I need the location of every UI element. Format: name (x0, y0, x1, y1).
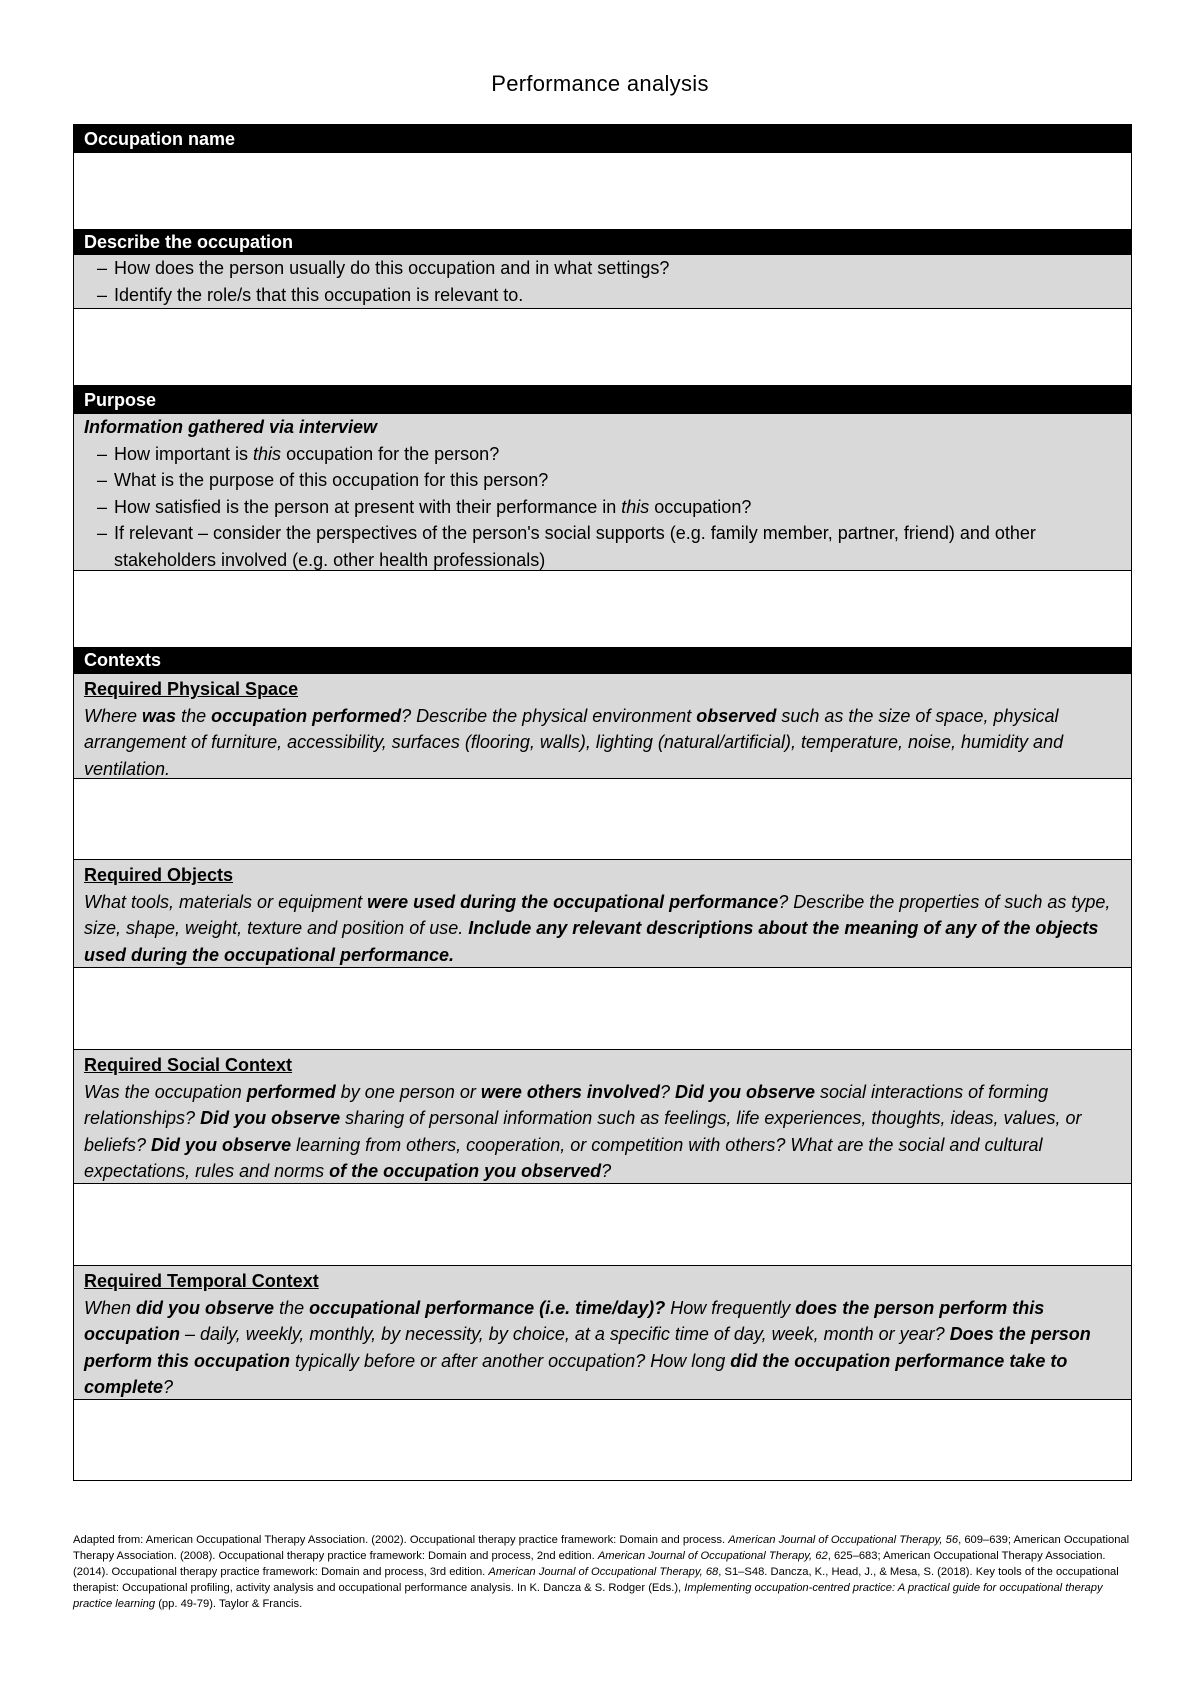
purpose-prompt-satisfaction: – How satisfied is the person at present with their performance in this occupation? (84, 494, 1121, 521)
performance-analysis-form (73, 124, 1132, 1481)
objects-guidance (74, 860, 1131, 968)
occupation-name-answer-field[interactable] (74, 153, 1131, 230)
temporal-context-guidance (74, 1266, 1131, 1400)
temporal-context-text: When did you observe the occupational performance (i.e. time/day)? How frequently does the person perform this occupation – daily, weekly, monthly, by necessity, by choice, at a specific time of day, week, month or year? Does the person perform this occupation typically before or after another occupation? How long did the occupation performance take to complete? (84, 1297, 1091, 1397)
physical-space-text: Where was the occupation performed? Describe the physical environment observed such as the size of space, physical arrangement of furniture, accessibility, surfaces (flooring, walls), lighting (natural/artificial), temperature, noise, humidity and ventilation. (84, 705, 1064, 779)
objects-text: What tools, materials or equipment were used during the occupational performance? Describe the properties of such as type, size, shape, weight, texture and position of use. Include any relevant descriptions about the meaning of any of the objects used during the occupational performance. (84, 891, 1111, 965)
temporal-context-heading: Required Temporal Context (84, 1271, 319, 1291)
purpose-prompt-importance: – How important is this occupation for the person? (84, 441, 1121, 468)
purpose-prompt-perspectives: – If relevant – consider the perspectives of the person's social supports (e.g. family member, partner, friend) and other stakeholders involved (e.g. other health professionals) (84, 520, 1121, 573)
social-context-text: Was the occupation performed by one person or were others involved? Did you observe social interactions of forming relationships? Did you observe sharing of personal information such as feelings, life experiences, thoughts, ideas, values, or beliefs? Did you observe learning from others, cooperation, or competition with others? What are the social and cultural expectations, rules and norms of the occupation you observed? (84, 1081, 1082, 1181)
social-context-guidance (74, 1050, 1131, 1184)
describe-prompt-roles: – Identify the role/s that this occupation is relevant to. (84, 282, 1121, 309)
purpose-prompt-purpose: – What is the purpose of this occupation for this person? (84, 467, 1121, 494)
physical-space-guidance (74, 673, 1131, 779)
section-header-contexts: Contexts (74, 648, 1131, 673)
page-title: Performance analysis (491, 71, 709, 96)
describe-occupation-answer-field[interactable] (74, 309, 1131, 386)
temporal-context-answer-field[interactable] (74, 1400, 1131, 1480)
social-context-answer-field[interactable] (74, 1184, 1131, 1266)
references-footnote: Adapted from: American Occupational Therapy Association. (2002). Occupational therapy practice framework: Domain and process. American Journal of Occupational Therapy, 56, 609–639; American Occupational Therapy Association. (2008). Occupational therapy practice framework: Domain and process, 2nd edition. American Journal of Occupational Therapy, 62, 625–683; American Occupational Therapy Association. (2014). Occupational therapy practice framework: Domain and process, 3rd edition. American Journal of Occupational Therapy, 68, S1–S48. Dancza, K., Head, J., & Mesa, S. (2018). Key tools of the occupational therapist: Occupational profiling, activity analysis and occupational performance analysis. In K. Dancza & S. Rodger (Eds.), Implementing occupation-centred practice: A practical guide for occupational therapy practice learning (pp. 49-79). Taylor & Francis. (73, 1534, 1130, 1610)
purpose-lead: Information gathered via interview (84, 417, 378, 437)
describe-occupation-guidance (74, 255, 1131, 309)
section-header-describe-occupation: Describe the occupation (74, 230, 1131, 255)
describe-prompt-settings: – How does the person usually do this occupation and in what settings? (84, 255, 1121, 282)
physical-space-heading: Required Physical Space (84, 679, 299, 699)
objects-answer-field[interactable] (74, 968, 1131, 1050)
section-header-purpose: Purpose (74, 386, 1131, 414)
purpose-answer-field[interactable] (74, 571, 1131, 648)
section-header-occupation-name: Occupation name (74, 125, 1131, 153)
physical-space-answer-field[interactable] (74, 779, 1131, 860)
objects-heading: Required Objects (84, 865, 234, 885)
social-context-heading: Required Social Context (84, 1055, 293, 1075)
purpose-guidance (74, 414, 1131, 571)
